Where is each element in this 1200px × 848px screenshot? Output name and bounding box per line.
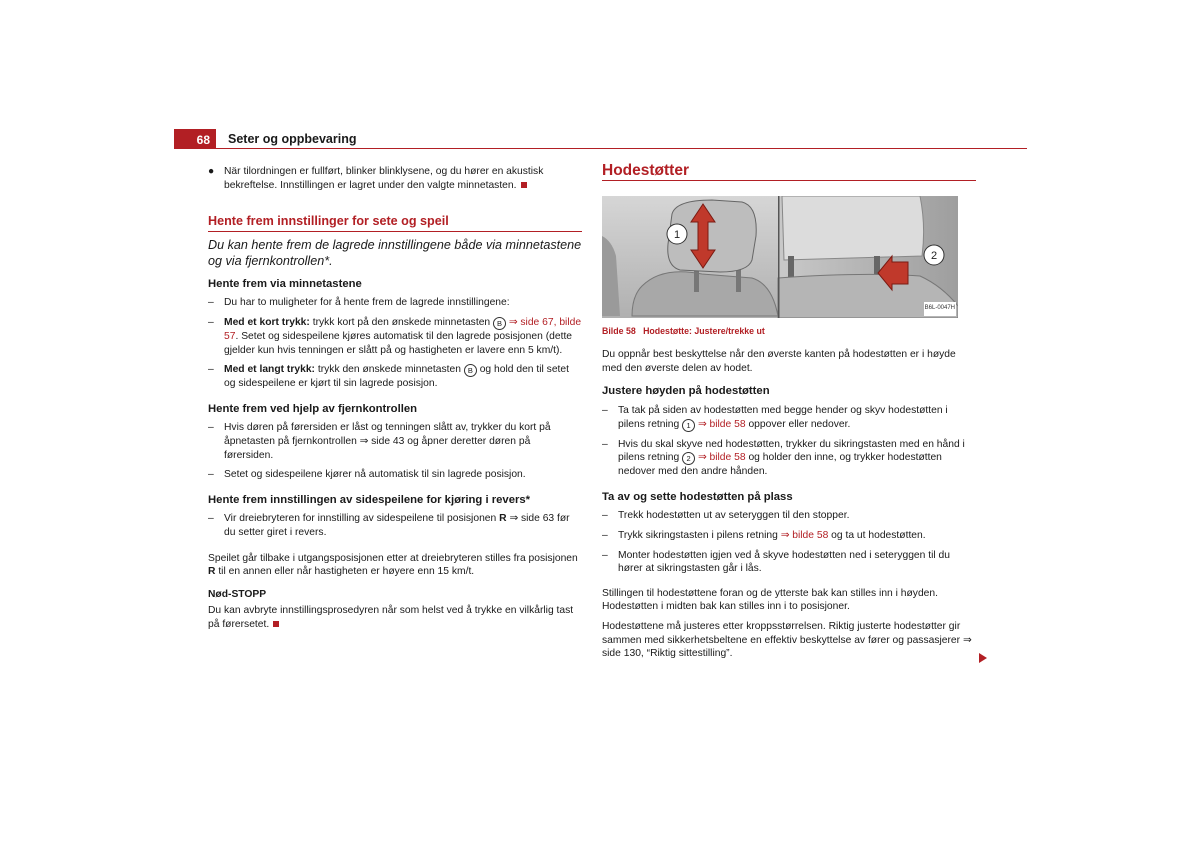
paragraph: Du oppnår best beskyttelse når den øverste kanten på hodestøtten er i høyde med den øverste delen av hodet. — [602, 349, 956, 374]
figure-link[interactable]: ⇒ bilde 58 — [780, 529, 829, 541]
next-page-arrow-icon[interactable] — [979, 653, 987, 663]
figure-link[interactable]: ⇒ bilde 58 — [698, 452, 746, 464]
right-title-rule — [602, 180, 976, 181]
list-item: – Trekk hodestøtten ut av seteryggen til den stopper. — [602, 510, 850, 522]
bullet-icon: ● — [208, 166, 215, 177]
bullet-paragraph: ● När tilordningen er fullført, blinker blinklysene, og du hører en akustisk bekreftelse. Innstillingen er lagret under den valgte minnetasten. — [208, 166, 544, 191]
memory-key-b-icon: B — [493, 317, 506, 330]
section-title: Hente frem innstillinger for sete og speil — [208, 214, 449, 229]
chapter-title: Seter og oppbevaring — [228, 132, 357, 146]
right-title: Hodestøtter — [602, 162, 689, 179]
section-intro: Du kan hente frem de lagrede innstillingene både via minnetastene og via fjernkontrollen*. — [208, 237, 582, 268]
list-item: – Ta tak på siden av hodestøtten med begge hender og skyv hodestøtten i pilens retning 1 ⇒ bilde 58 oppover eller nedover. — [602, 404, 948, 430]
list-item: – Monter hodestøtten igjen ved å skyve hodestøtten ned i seteryggen til du hører at sikringstasten går i lås. — [602, 549, 950, 575]
list-item: – Hvis døren på førersiden er låst og tenningen slått av, trykker du kort på åpnetasten på fjernkontrollen ⇒ side 43 og åpner deretter døren på førersiden. — [208, 422, 551, 461]
headrest-figure — [602, 196, 958, 318]
sub1-title: Hente frem via minnetastene — [208, 277, 362, 290]
right-sub2-title: Ta av og sette hodestøtten på plass — [602, 490, 793, 503]
reverse-position-symbol: R — [499, 513, 507, 525]
reverse-position-symbol: R — [208, 566, 216, 578]
arrow-1-marker-icon: 1 — [682, 419, 695, 432]
figure-label-1: 1 — [673, 228, 681, 241]
right-column — [602, 164, 976, 661]
right-sub1-title: Justere høyden på hodestøtten — [602, 385, 770, 398]
arrow-2-marker-icon: 2 — [682, 452, 695, 465]
figure-link[interactable]: ⇒ bilde 58 — [698, 418, 746, 430]
end-marker-icon — [273, 621, 279, 627]
list-item: – Du har to muligheter for å hente frem de lagrede innstillingene: — [208, 297, 510, 309]
list-item: – Setet og sidespeilene kjører nå automatisk til sin lagrede posisjon. — [208, 469, 526, 481]
paragraph: Stillingen til hodestøttene foran og de ytterste bak kan stilles inn i høyden. Hodestøtten i midten bak kan stilles inn i to posisjoner. — [602, 587, 938, 613]
left-column — [208, 165, 582, 631]
header-rule — [174, 148, 1027, 149]
end-marker-icon — [521, 182, 527, 188]
list-item: – Vir dreiebryteren for innstilling av sidespeilene til posisjonen R ⇒ side 63 før du setter giret i revers. — [208, 513, 570, 538]
sub4-title: Nød-STOPP — [208, 588, 267, 600]
figure-label-2: 2 — [930, 249, 938, 262]
list-item: – Med et langt trykk: trykk den ønskede minnetasten B og hold den til setet og sidespeilene er kjørt til sin lagrede posisjon. — [208, 364, 570, 390]
sub2-title: Hente frem ved hjelp av fjernkontrollen — [208, 402, 418, 415]
memory-key-b-icon: B — [464, 364, 477, 377]
paragraph: Du kan avbryte innstillingsprosedyren når som helst ved å trykke en vilkårlig tast på førersetet. — [208, 605, 574, 630]
figure-caption: Bilde 58 Hodestøtte: Justere/trekke ut — [602, 325, 765, 336]
headrest-illustration — [602, 196, 958, 318]
section-rule — [208, 231, 582, 232]
page-number: 68 — [174, 129, 216, 149]
list-item: – Hvis du skal skyve ned hodestøtten, trykker du sikringstasten med en hånd i pilens retning 2 ⇒ bilde 58 og holder den inne, og trykker hodestøtten nedover med den andre hånden. — [602, 438, 965, 478]
sub3-title: Hente frem innstillingen av sidespeilene for kjøring i revers* — [208, 493, 531, 506]
list-item: – Med et kort trykk: trykk kort på den ønskede minnetasten B ⇒ side 67, bilde 57. Setet og sidespeilene kjøres automatisk til den lagrede posisjonen (dette gjelder kun hvis tenningen er slått på og hastigheten er lavere enn 5 km/t). — [208, 316, 582, 356]
list-item: – Trykk sikringstasten i pilens retning ⇒ bilde 58 og ta ut hodestøtten. — [602, 529, 926, 541]
paragraph: Hodestøttene må justeres etter kroppsstørrelsen. Riktig justerte hodestøtter gir sammen med sikkerhetsbeltene en effektiv beskyttelse av fører og passasjerer ⇒ side 130, “Riktig sittestilling”. — [602, 620, 972, 660]
page-link[interactable]: ⇒ side 67, bilde 57 — [224, 316, 582, 342]
paragraph: Speilet går tilbake i utgangsposisjonen etter at dreiebryteren stilles fra posisjonen R til en annen eller når hastigheten er høyere enn 15 km/t. — [208, 552, 578, 578]
figure-code: B6L-0047H — [924, 302, 956, 316]
